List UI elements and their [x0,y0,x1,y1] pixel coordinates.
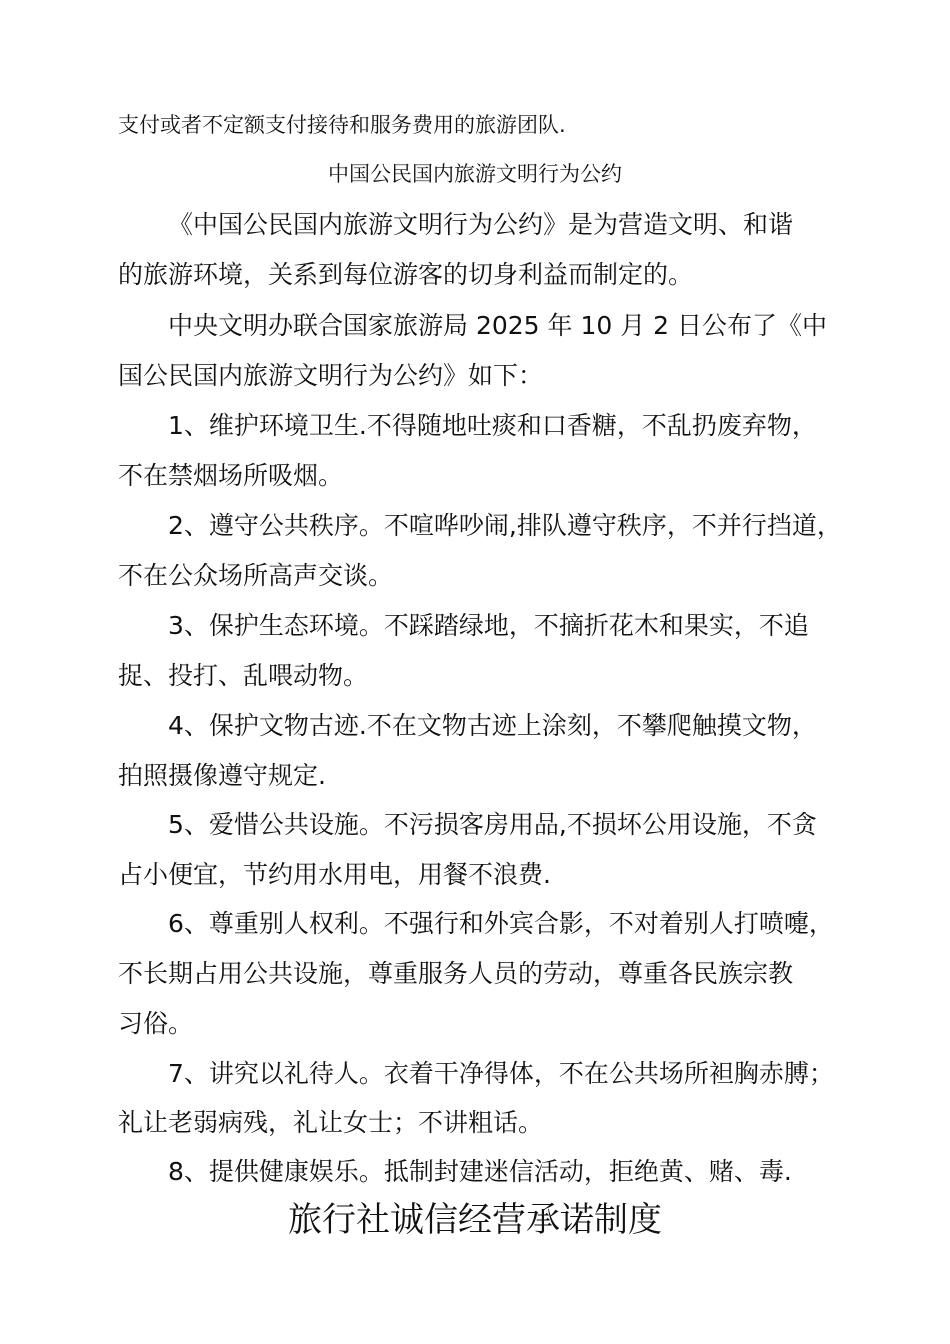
paragraph-1-line-2: 的旅游环境，关系到每位游客的切身利益而制定的。 [118,260,694,289]
item-3-line-1: 3、保护生态环境。不踩踏绿地，不摘折花木和果实，不追 [168,611,809,640]
item-2-line-2: 不在公众场所高声交谈。 [118,561,394,590]
item-5-line-2: 占小便宜，节约用水用电，用餐不浪费. [118,860,551,889]
item-1-line-1: 1、维护环境卫生.不得随地吐痰和口香糖，不乱扔废弃物， [168,411,817,440]
item-2-line-1: 2、遵守公共秩序。不喧哗吵闹,排队遵守秩序，不并行挡道， [168,511,842,540]
item-1-line-2: 不在禁烟场所吸烟。 [118,461,344,490]
paragraph-2-line-1: 中央文明办联合国家旅游局 2025 年 10 月 2 日公布了《中 [168,311,828,340]
item-6-line-3: 习俗。 [118,1009,194,1038]
item-8-line-1: 8、提供健康娱乐。抵制封建迷信活动，拒绝黄、赌、毒. [168,1157,792,1186]
item-6-line-2: 不长期占用公共设施，尊重服务人员的劳动，尊重各民族宗教 [118,959,794,988]
item-7-line-2: 礼让老弱病残，礼让女士；不讲粗话。 [118,1108,544,1137]
paragraph-2-line-2: 国公民国内旅游文明行为公约》如下： [118,361,544,390]
item-4-line-2: 拍照摄像遵守规定. [118,761,326,790]
intro-line: 支付或者不定额支付接待和服务费用的旅游团队. [118,113,566,137]
section-title: 中国公民国内旅游文明行为公约 [328,162,622,186]
item-6-line-1: 6、尊重别人权利。不强行和外宾合影，不对着别人打喷嚏， [168,909,834,938]
footer-title: 旅行社诚信经营承诺制度 [288,1200,662,1240]
item-3-line-2: 捉、投打、乱喂动物。 [118,661,369,690]
item-7-line-1: 7、讲究以礼待人。衣着干净得体，不在公共场所袒胸赤膊； [168,1059,834,1088]
item-4-line-1: 4、保护文物古迹.不在文物古迹上涂刻，不攀爬触摸文物， [168,711,817,740]
paragraph-1-line-1: 《中国公民国内旅游文明行为公约》是为营造文明、和谐 [168,210,794,239]
item-5-line-1: 5、爱惜公共设施。不污损客房用品,不损坏公用设施，不贪 [168,810,817,839]
